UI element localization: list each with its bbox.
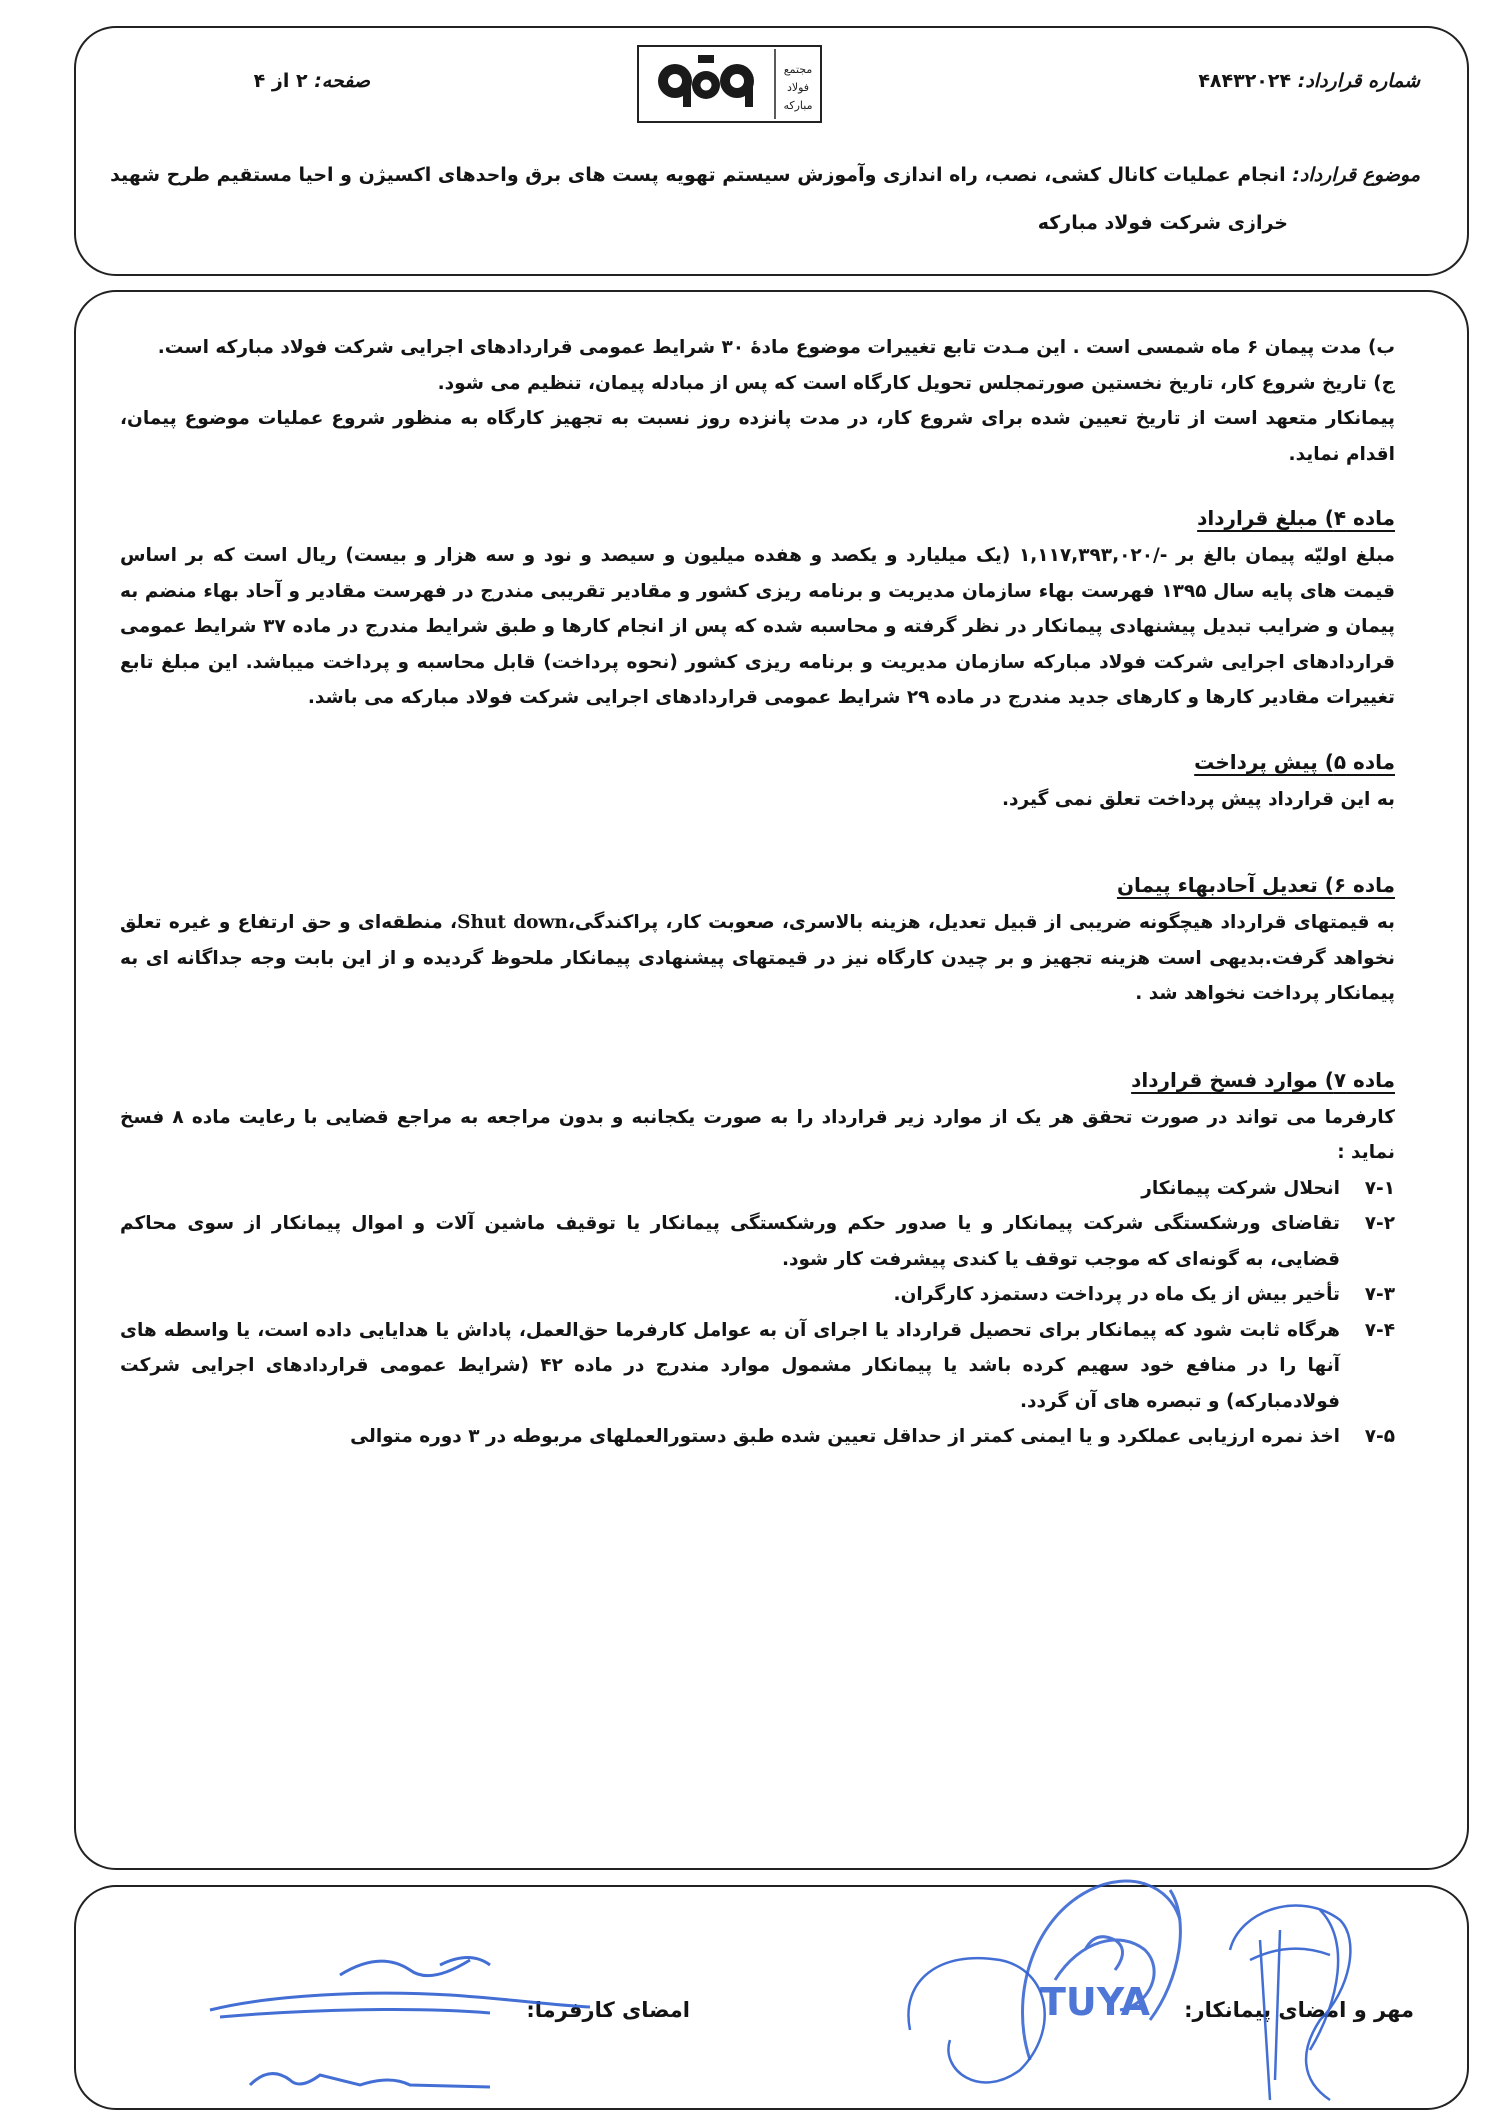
site-mobilization: پیمانکار متعهد است از تاریخ تعیین شده برای شروع کار، در مدت پانزده روز نسبت به تجهیز کارگاه به منظور شروع عملیات موضوع پیمان، اقدام نماید. (120, 408, 1395, 465)
article-7-title: ماده ۷) موارد فسخ قرارداد (1131, 1067, 1395, 1092)
company-stamp-icon (1023, 1881, 1181, 2060)
contractor-stamp-and-signature (880, 1830, 1420, 2120)
article-5-title: ماده ۵) پیش پرداخت (1194, 749, 1395, 774)
contract-number-label: شماره قرارداد: (1297, 70, 1420, 92)
article-6-title: ماده ۶) تعدیل آحادبهاء پیمان (1116, 873, 1395, 897)
employer-signature-icon (190, 1935, 610, 2110)
termination-item-3: ۷-۳ تأخیر بیش از یک ماه در پرداخت دستمزد کارگران. (893, 1284, 1395, 1305)
subject-line-1: انجام عملیات کانال کشی، نصب، راه اندازی وآموزش سیستم تهویه پست های برق واحدهای اکسیژن و احیا مستقیم طرح شهید (110, 164, 1286, 186)
duration-j: ج) تاریخ شروع کار، تاریخ نخستین صورتمجلس تحویل کارگاه است که پس از مبادله پیمان، تنظیم می شود. (437, 372, 1395, 394)
contractor-signature-label: مهر و امضای پیمانکار: (1184, 1998, 1414, 2022)
duration-b: ب) مدت پیمان ۶ ماه شمسی است . این مـدت تابع تغییرات موضوع مادۀ ۳۰ شرایط عمومی قراردادهای اجرایی شرکت فولاد مبارکه است. (157, 337, 1395, 358)
contract-subject (110, 164, 1420, 186)
logo-text-1: مجتمع (783, 63, 813, 76)
termination-item-4: ۷-۴ هرگاه ثابت شود که پیمانکار برای تحصیل قرارداد یا اجرای آن به عوامل کارفرما حق‌العمل، پاداش یا هدایایی داده است، یا واسطه های آنها را در منافع خود سهیم کرده باشد یا پیمانکار مشمول موارد مندرج در ماده ۴۲ (شرایط عمومی قراردادهای اجرایی شرکت فولادمبارکه) و تبصره های آن گردد. (120, 1319, 1395, 1412)
contract-number (1198, 70, 1420, 92)
logo-text-2: فولاد (786, 81, 810, 94)
article-7-intro: کارفرما می تواند در صورت تحقق هر یک از موارد زیر قرارداد را به صورت یکجانبه و بدون مراجعه به مراجع قضایی با رعایت ماده ۸ فسخ نماید : (120, 1106, 1395, 1163)
termination-item-1: ۷-۱ انحلال شرکت پیمانکار (1141, 1177, 1395, 1199)
contract-number-value: ۴۸۴۳۲۰۲۴ (1198, 70, 1292, 92)
article-6-text: به قیمتهای قرارداد هیچگونه ضریبی از قبیل تعدیل، هزینه بالاسری، صعوبت کار، پراکندگی،Shut down، منطقه‌ای و حق ارتفاع و غیره تعلق نخواهد گرفت.بدیهی است هزینه تجهیز و بر چیدن کارگاه نیز در قیمتهای پیشنهادی پیمانکار ملحوظ گردیده و از این بابت وجه جداگانه ای به پیمانکار پرداخت نخواهد شد . (120, 912, 1395, 1004)
page-value: ۲ از ۴ (253, 70, 308, 92)
logo-text-3: مبارکه (783, 99, 813, 112)
termination-item-2: ۷-۲ تقاضای ورشکستگی شرکت پیمانکار و یا صدور حکم ورشکستگی پیمانکار یا توقیف ماشین آلات و اموال پیمانکار از سوی محاکم قضایی، به گونه‌ای که موجب توقف یا کندی پیشرفت کار شود. (120, 1213, 1395, 1270)
article-4-text: مبلغ اولیّه پیمان بالغ بر -/۱,۱۱۷,۳۹۳,۰۲۰ (یک میلیارد و یکصد و هفده میلیون و سیصد و نود و سه هزار و بیست) ریال است که بر اساس قیمت های پایه سال ۱۳۹۵ فهرست بهاء سازمان مدیریت و برنامه ریزی کشور و مقادیر تقریبی مندرج در فهرست مقادیر و آحاد بهاء منضم به پیمان و ضرایب تبدیل پیشنهادی پیمانکار در نظر گرفته و محاسبه شده که پس از انجام کارها و طبق شرایط مندرج در ماده ۳۷ شرایط عمومی قراردادهای اجرایی شرکت فولاد مبارکه سازمان مدیریت و برنامه ریزی کشور (نحوه پرداخت) قابل محاسبه و پرداخت میباشد. این مبلغ تابع تغییرات مقادیر کارها و کارهای جدید مندرج در ماده ۲۹ شرایط عمومی قراردادهای اجرایی شرکت فولاد مبارکه می باشد. (120, 545, 1395, 708)
logo-mark-icon (658, 55, 754, 107)
article-4-title: ماده ۴) مبلغ قرارداد (1197, 506, 1395, 530)
company-logo (637, 45, 822, 123)
subject-line-2: خرازی شرکت فولاد مبارکه (1037, 212, 1288, 234)
page-indicator (254, 70, 370, 92)
contract-body (120, 330, 1395, 1455)
employer-signature-label: امضای کارفرما: (526, 1998, 690, 2022)
article-5-text: به این قرارداد پیش پرداخت تعلق نمی گیرد. (1001, 788, 1395, 810)
subject-label: موضوع قرارداد: (1292, 164, 1420, 186)
stamp-text: TUYA (1040, 1980, 1151, 2024)
page-label: صفحه: (314, 70, 370, 92)
shutdown-term: Shut down (457, 912, 568, 933)
termination-item-5: ۷-۵ اخذ نمره ارزیابی عملکرد و یا ایمنی کمتر از حداقل تعیین شده طبق دستورالعملهای مربوطه در ۳ دوره متوالی (350, 1426, 1395, 1447)
